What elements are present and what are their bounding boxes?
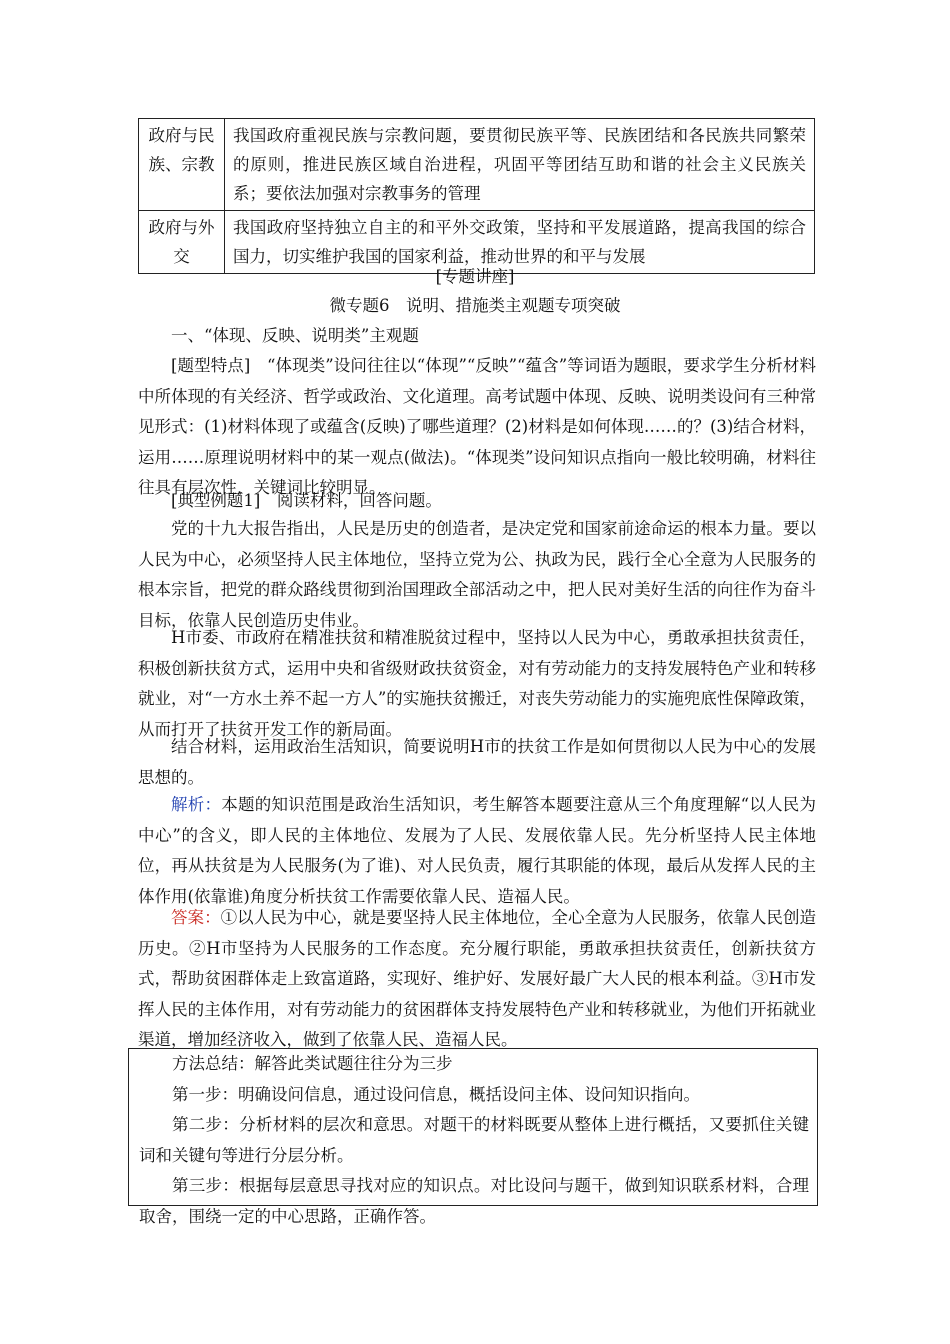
method-summary-box (128, 1048, 818, 1226)
method-step-2: 第二步：分析材料的层次和意思。对题干的材料既要从整体上进行概括，又要抓住关键词和关键句等进行分层分析。 (139, 1115, 809, 1165)
topic-title: 微专题6 说明、措施类主观题专项突破 (329, 296, 621, 315)
government-topics-table (138, 118, 815, 274)
answer-label: 答案： (171, 908, 221, 927)
answer-text: ①以人民为中心，就是要坚持人民主体地位，全心全意为人民服务，依靠人民创造历史。②H市坚持为人民服务的工作态度。充分履行职能，勇敢承担扶贫责任，创新扶贫方式，帮助贫困群体走上致富道路，实现好、维护好、发展好最广大人民的根本利益。③H市发挥人民的主体作用，对有劳动能力的贫困群体支持发展特色产业和转移就业，为他们开拓就业渠道，增加经济收入，做到了依靠人民、造福人民。 (138, 908, 817, 1049)
material-paragraph-1: 党的十九大报告指出，人民是历史的创造者，是决定党和国家前途命运的根本力量。要以人民为中心，必须坚持人民主体地位，坚持立党为公、执政为民，践行全心全意为人民服务的根本宗旨，把党的群众路线贯彻到治国理政全部活动之中，把人民对美好生活的向往作为奋斗目标，依靠人民创造历史伟业。 (138, 519, 816, 630)
method-step-1: 第一步：明确设问信息，通过设问信息，概括设问主体、设问知识指向。 (172, 1084, 700, 1104)
example-heading: [典型例题1] 阅读材料，回答问题。 (171, 491, 442, 510)
row-text: 我国政府坚持独立自主的和平外交政策，坚持和平发展道路，提高我国的综合国力，切实维护我国的国家利益，推动世界的和平与发展 (225, 211, 815, 274)
lecture-header: [专题讲座] (435, 267, 515, 286)
analysis-paragraph (138, 790, 816, 912)
method-title: 方法总结：解答此类试题往往分为三步 (172, 1054, 453, 1073)
row-text: 我国政府重视民族与宗教问题，要贯彻民族平等、民族团结和各民族共同繁荣的原则，推进民族区域自治进程，巩固平等团结互助和谐的社会主义民族关系；要依法加强对宗教事务的管理 (225, 119, 815, 211)
table-row (139, 119, 815, 211)
analysis-text: 本题的知识范围是政治生活知识，考生解答本题要注意从三个角度理解“以人民为中心”的含义，即人民的主体地位、发展为了人民、发展依靠人民。先分析坚持人民主体地位，再从扶贫是为人民服务(为了谁)、对人民负责，履行其职能的体现，最后从发挥人民的主体作用(依靠谁)角度分析扶贫工作需要依靠人民、造福人民。 (138, 795, 817, 906)
row-label: 政府与外交 (139, 211, 225, 274)
answer-paragraph (138, 903, 816, 1056)
analysis-label: 解析： (171, 795, 222, 814)
method-step-3: 第三步：根据每层意思寻找对应的知识点。对比设问与题干，做到知识联系材料，合理取舍，围绕一定的中心思路，正确作答。 (139, 1176, 809, 1226)
material-paragraph-2: H市委、市政府在精准扶贫和精准脱贫过程中，坚持以人民为中心，勇敢承担扶贫责任，积极创新扶贫方式，运用中央和省级财政扶贫资金，对有劳动能力的支持发展特色产业和转移就业，对“一方水土养不起一方人”的实施扶贫搬迁，对丧失劳动能力的实施兜底性保障政策，从而打开了扶贫开发工作的新局面。 (138, 628, 816, 739)
section-heading: 一、“体现、反映、说明类”主观题 (171, 326, 419, 345)
question-paragraph: 结合材料，运用政治生活知识，简要说明H市的扶贫工作是如何贯彻以人民为中心的发展思想的。 (138, 737, 816, 787)
row-label: 政府与民族、宗教 (139, 119, 225, 211)
features-paragraph: [题型特点] “体现类”设问往往以“体现”“反映”“蕴含”等词语为题眼，要求学生分析材料中所体现的有关经济、哲学或政治、文化道理。高考试题中体现、反映、说明类设问有三种常见形式：(1)材料体现了或蕴含(反映)了哪些道理？(2)材料是如何体现……的？(3)结合材料，运用……原理说明材料中的某一观点(做法)。“体现类”设问知识点指向一般比较明确，材料往往具有层次性，关键词比较明显。 (138, 356, 816, 497)
